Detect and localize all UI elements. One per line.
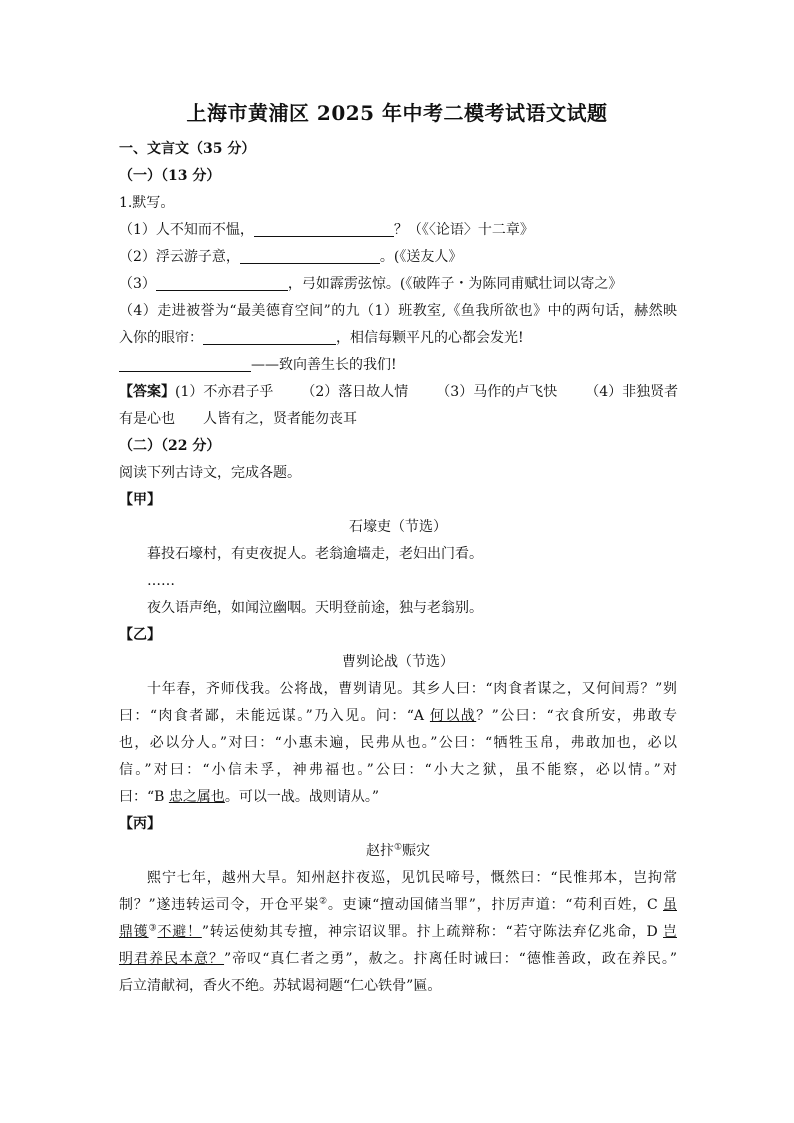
answer-2: （2）落日故人情: [301, 384, 409, 400]
answer-line-2: [119, 406, 677, 433]
passage-bing-label: 【丙】: [119, 816, 161, 832]
passage-yi-title: 曹刿论战（节选）: [342, 654, 454, 670]
dictation-item-4-ending: ——致向善生长的我们!: [251, 357, 397, 373]
answer-blank-1[interactable]: [254, 220, 394, 237]
answer-4a: （4）非独贤者: [585, 384, 679, 400]
passage-yi-line-3: [119, 730, 677, 757]
answer-blank-4b[interactable]: [119, 355, 251, 372]
passage-yi-line-4: [119, 757, 677, 784]
dictation-item-4-line3: [119, 352, 677, 379]
answer-3: （3）马作的卢飞快: [436, 384, 558, 400]
passage-yi-line-2: [119, 703, 677, 730]
part2-heading: （二）（22 分）: [119, 438, 221, 454]
answer-4b: 有是心也: [119, 411, 175, 427]
dictation-item-3-source: ，弓如霹雳弦惊。(《破阵子・为陈同甫赋壮词以寄之》: [287, 276, 623, 292]
dictation-item-2: [119, 244, 677, 271]
dictation-item-3-prompt: （3）: [119, 276, 156, 292]
passage-yi-label: 【乙】: [119, 627, 161, 643]
footnote-mark-3: ③: [148, 923, 158, 934]
passage-jia-label: 【甲】: [119, 492, 161, 508]
passage-jia-ellipsis: ……: [147, 573, 175, 589]
footnote-mark-1: ①: [393, 842, 403, 853]
passage-yi-line-1: [119, 676, 677, 703]
passage-bing-line-5: 后立清献祠，香火不绝。苏轼谒祠题“仁心铁骨”匾。: [119, 978, 442, 994]
passage-jia-line-2: 夜久语声绝，如闻泣幽咽。天明登前途，独与老翁别。: [147, 600, 483, 616]
dictation-item-4-line1: [119, 298, 677, 325]
dictation-item-4-text: （4）走进被誉为“最美德育空间”的九（1）班教室,《鱼我所欲也》中的两句话，赫然映: [119, 303, 677, 319]
page-title: 上海市黄浦区 2025 年中考二模考试语文试题: [186, 101, 608, 125]
answer-4c: 人皆有之，贤者能勿丧耳: [203, 411, 357, 427]
underlined-phrase-b: 忠之属也: [168, 789, 225, 805]
passage-bing-text-2: 制？”遂违转运司令，开仓平粜②。吏谏“擅动国储当罪”，抃厉声道：“苟利百姓，C 虽: [119, 896, 677, 913]
answer-blank-3[interactable]: [156, 274, 288, 291]
passage-bing-text-3: 鼎镬③不避！”转运使劾其专擅，神宗诏议罪。抃上疏辩称：“若守陈法弃亿兆命，D 岂: [119, 923, 677, 940]
underlined-phrase-d-start: 岂: [663, 924, 677, 940]
dictation-item-1-source: ？（《〈论语〉十二章》: [393, 222, 534, 238]
dictation-item-3: [119, 271, 677, 298]
passage-bing-line-4: [119, 946, 677, 973]
underlined-phrase-a: 何以战: [429, 708, 477, 724]
passage-yi-text-4: 信。”对曰：“小信未孚，神弗福也。”公曰：“小大之狱，虽不能察，必以情。”对: [119, 762, 677, 778]
answer-blank-2[interactable]: [240, 247, 380, 264]
underlined-phrase-c-start: 虽: [662, 897, 677, 913]
reading-instruction: 阅读下列古诗文，完成各题。: [119, 465, 301, 481]
underlined-phrase-c-end: 不避！: [157, 924, 202, 940]
passage-jia-title: 石壕吏（节选）: [349, 519, 447, 535]
underlined-phrase-d-end: 明君养民本意？: [119, 951, 225, 967]
passage-yi-text-1: 十年春，齐师伐我。公将战，曹刿请见。其乡人曰：“肉食者谋之，又何间焉？”刿: [147, 681, 677, 697]
answer-1: (1）不亦君子乎: [175, 384, 274, 400]
part1-heading: （一）（13 分）: [119, 168, 221, 184]
passage-yi-text-2: 曰：“肉食者鄙，未能远谋。”乃入见。问：“A 何以战？”公曰：“衣食所安，弗敢专: [119, 708, 678, 724]
answer-label: 【答案】: [119, 384, 175, 400]
exam-content: [119, 136, 677, 1000]
footnote-mark-2: ②: [318, 896, 328, 907]
dictation-item-2-prompt: （2）浮云游子意，: [119, 249, 240, 265]
answer-line-1: [119, 379, 677, 406]
passage-jia-line-1: 暮投石壕村，有吏夜捉人。老翁逾墙走，老妇出门看。: [147, 546, 483, 562]
dictation-item-1-prompt: （1）人不知而不愠，: [119, 222, 254, 238]
passage-bing-title: 赵抃①赈灾: [365, 842, 431, 859]
dictation-item-1: [119, 217, 677, 244]
question1-label: 1.默写。: [119, 195, 175, 211]
passage-bing-text-1: 熙宁七年，越州大旱。知州赵抃夜巡，见饥民啼号，慨然曰：“民惟邦本，岂拘常: [147, 870, 677, 886]
passage-bing-line-3: [119, 919, 677, 946]
answer-blank-4a[interactable]: [203, 328, 336, 345]
dictation-item-4-line2: [119, 325, 677, 352]
passage-yi-text-3: 也，必以分人。”对曰：“小惠未遍，民弗从也。”公曰：“牺牲玉帛，弗敢加也，必以: [119, 735, 677, 751]
dictation-item-2-source: 。(《送友人》: [379, 249, 463, 265]
passage-yi-line-5: 曰：“B 忠之属也。可以一战。战则请从。”: [119, 789, 380, 805]
passage-bing-line-2: [119, 892, 677, 919]
passage-bing-line-1: [119, 865, 677, 892]
dictation-item-4-continuation: ，相信每颗平凡的心都会发光!: [336, 330, 524, 346]
underlined-phrase-c-mid: 鼎镬: [119, 924, 149, 940]
section-heading: 一、文言文（35 分）: [119, 141, 256, 157]
passage-bing-text-4: 明君养民本意？”帝叹“真仁者之勇”，赦之。抃离任时诫曰：“德惟善政，政在养民。”: [119, 951, 677, 967]
dictation-item-4-prompt: 入你的眼帘：: [119, 330, 203, 346]
